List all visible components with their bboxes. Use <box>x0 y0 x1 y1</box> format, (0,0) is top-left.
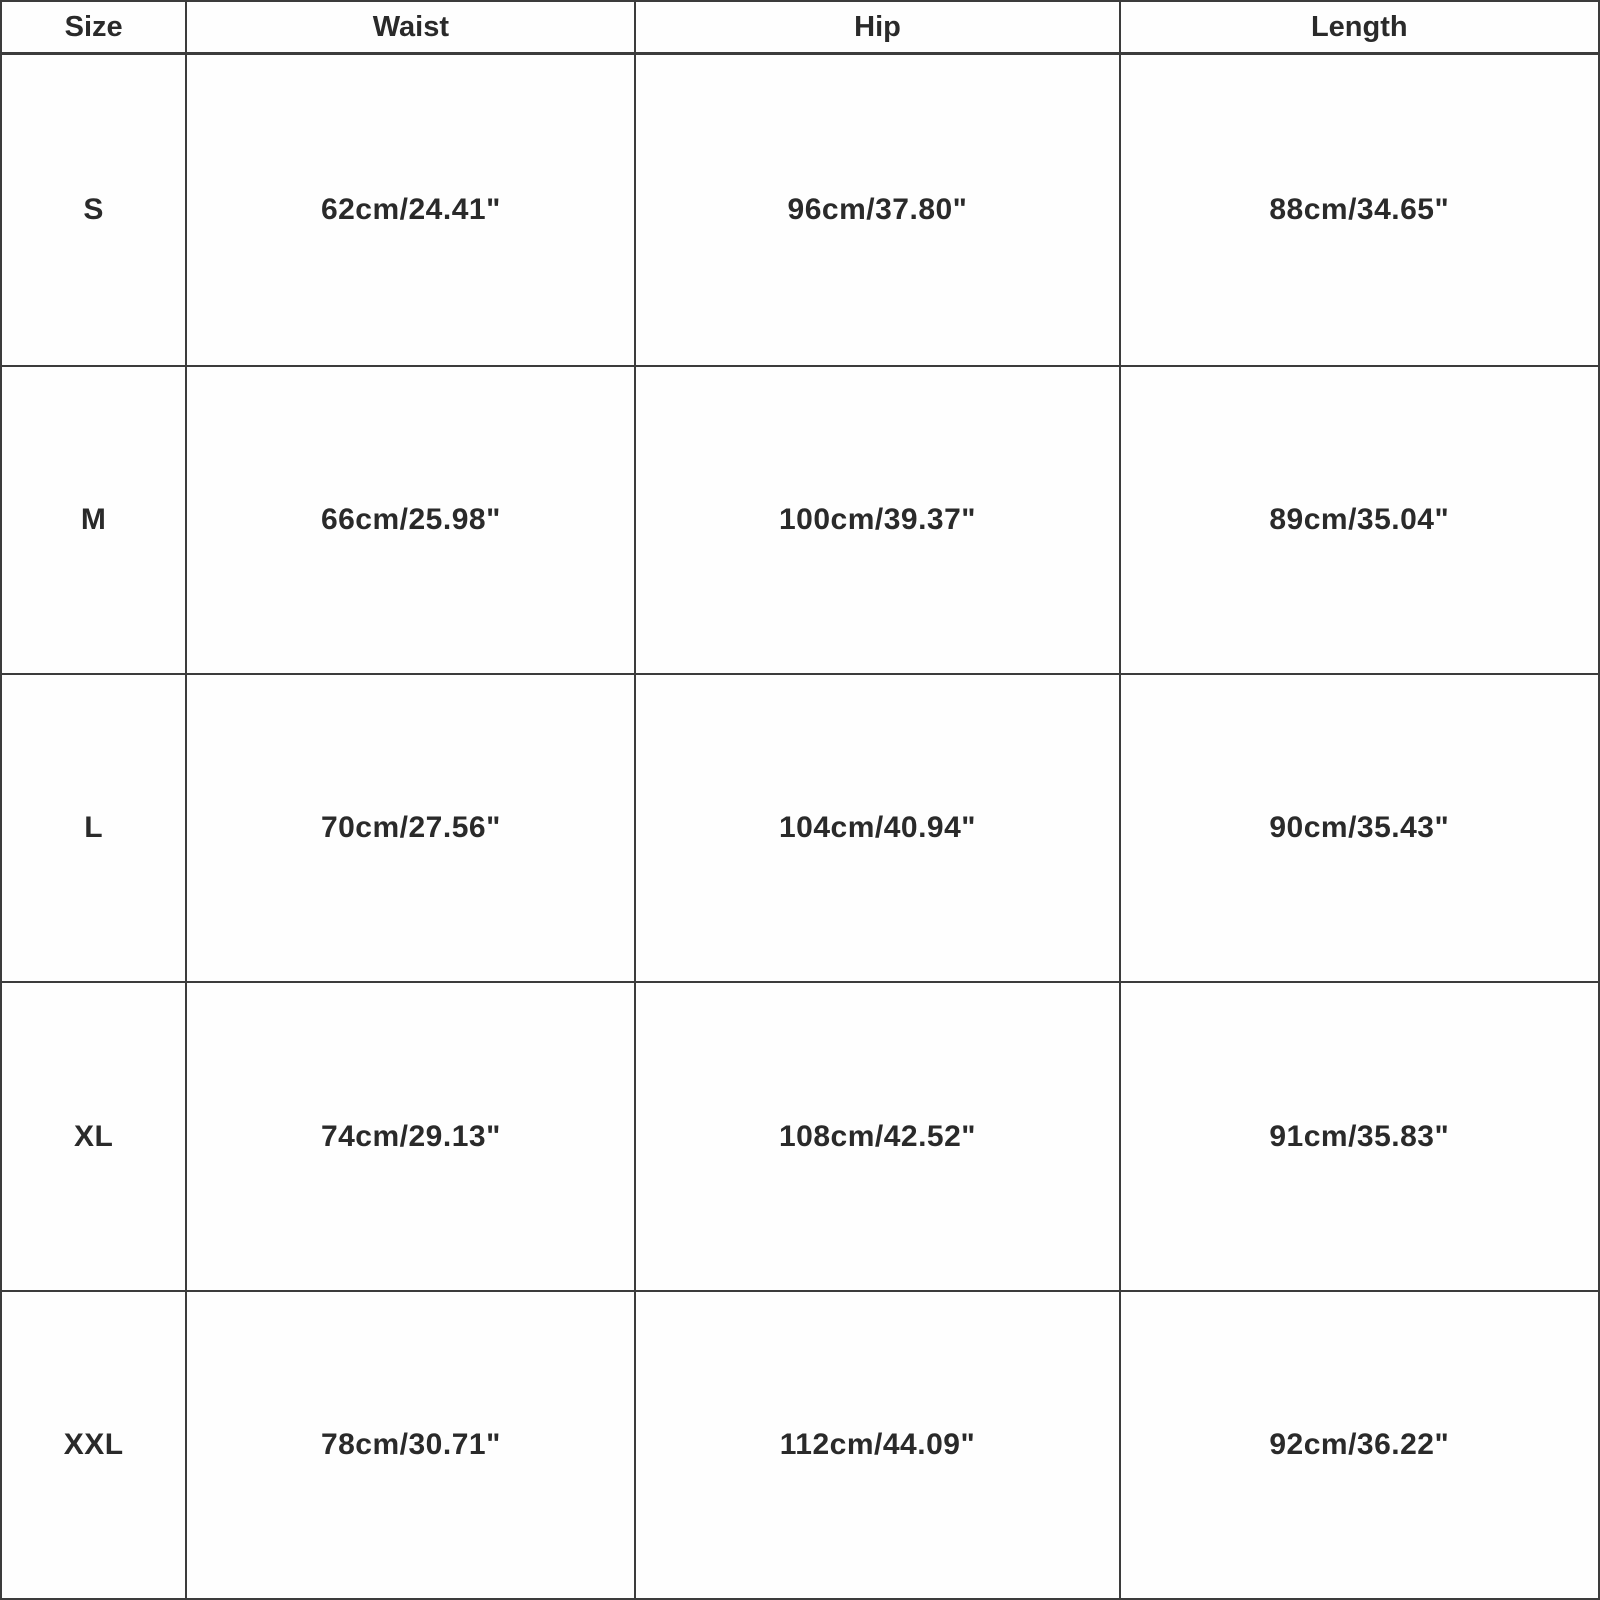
length-cell: 91cm/35.83" <box>1120 982 1599 1290</box>
size-cell: XXL <box>1 1291 186 1599</box>
hip-cell: 108cm/42.52" <box>635 982 1119 1290</box>
table-row-xl <box>1 982 1599 1290</box>
waist-cell: 70cm/27.56" <box>186 674 635 982</box>
column-header-waist: Waist <box>186 1 635 54</box>
hip-cell: 96cm/37.80" <box>635 54 1119 367</box>
size-cell: XL <box>1 982 186 1290</box>
hip-cell: 100cm/39.37" <box>635 366 1119 674</box>
hip-cell: 104cm/40.94" <box>635 674 1119 982</box>
waist-cell: 78cm/30.71" <box>186 1291 635 1599</box>
length-cell: 89cm/35.04" <box>1120 366 1599 674</box>
size-cell: M <box>1 366 186 674</box>
hip-cell: 112cm/44.09" <box>635 1291 1119 1599</box>
length-cell: 92cm/36.22" <box>1120 1291 1599 1599</box>
length-cell: 90cm/35.43" <box>1120 674 1599 982</box>
column-header-length: Length <box>1120 1 1599 54</box>
length-cell: 88cm/34.65" <box>1120 54 1599 367</box>
table-row-s <box>1 54 1599 367</box>
column-header-hip: Hip <box>635 1 1119 54</box>
column-header-size: Size <box>1 1 186 54</box>
table-header-row <box>1 1 1599 54</box>
table-row-l <box>1 674 1599 982</box>
waist-cell: 62cm/24.41" <box>186 54 635 367</box>
table-row-xxl <box>1 1291 1599 1599</box>
size-cell: S <box>1 54 186 367</box>
table-row-m <box>1 366 1599 674</box>
waist-cell: 66cm/25.98" <box>186 366 635 674</box>
size-cell: L <box>1 674 186 982</box>
waist-cell: 74cm/29.13" <box>186 982 635 1290</box>
